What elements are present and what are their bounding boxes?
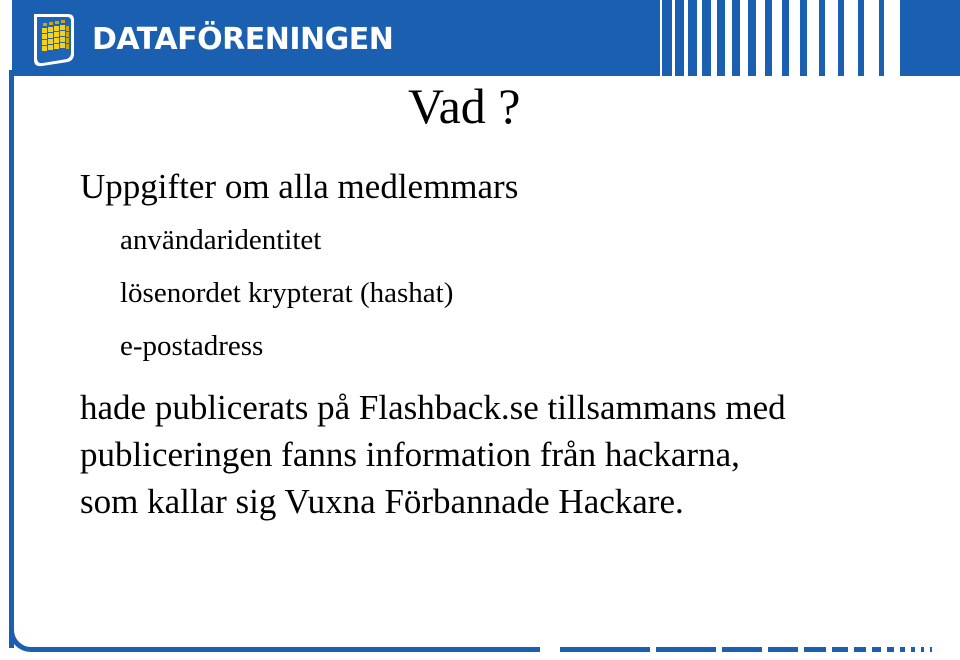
sub-item-email: e-postadress: [120, 330, 264, 362]
heading-bullet: Uppgifter om alla medlemmars: [80, 167, 519, 206]
frame-left-rule: [9, 70, 14, 648]
header-stripes: [660, 0, 960, 76]
body-line: hade publicerats på Flashback.se tillsammans med: [80, 388, 786, 427]
frame-bottom-rule: [30, 647, 540, 652]
body-paragraph: [80, 384, 940, 525]
dataforeningen-cube-logo-icon: [28, 10, 78, 68]
bottom-stripes: [560, 647, 960, 652]
brand-wordmark: DATAFÖRENINGEN: [92, 22, 394, 57]
body-line: som kallar sig Vuxna Förbannade Hackare.: [80, 482, 684, 521]
slide-title: Vad ?: [408, 78, 521, 134]
sub-item-password: lösenordet krypterat (hashat): [120, 277, 454, 309]
body-line: publiceringen fanns information från hackarna,: [80, 435, 740, 474]
sub-item-user-id: användaridentitet: [120, 224, 322, 256]
